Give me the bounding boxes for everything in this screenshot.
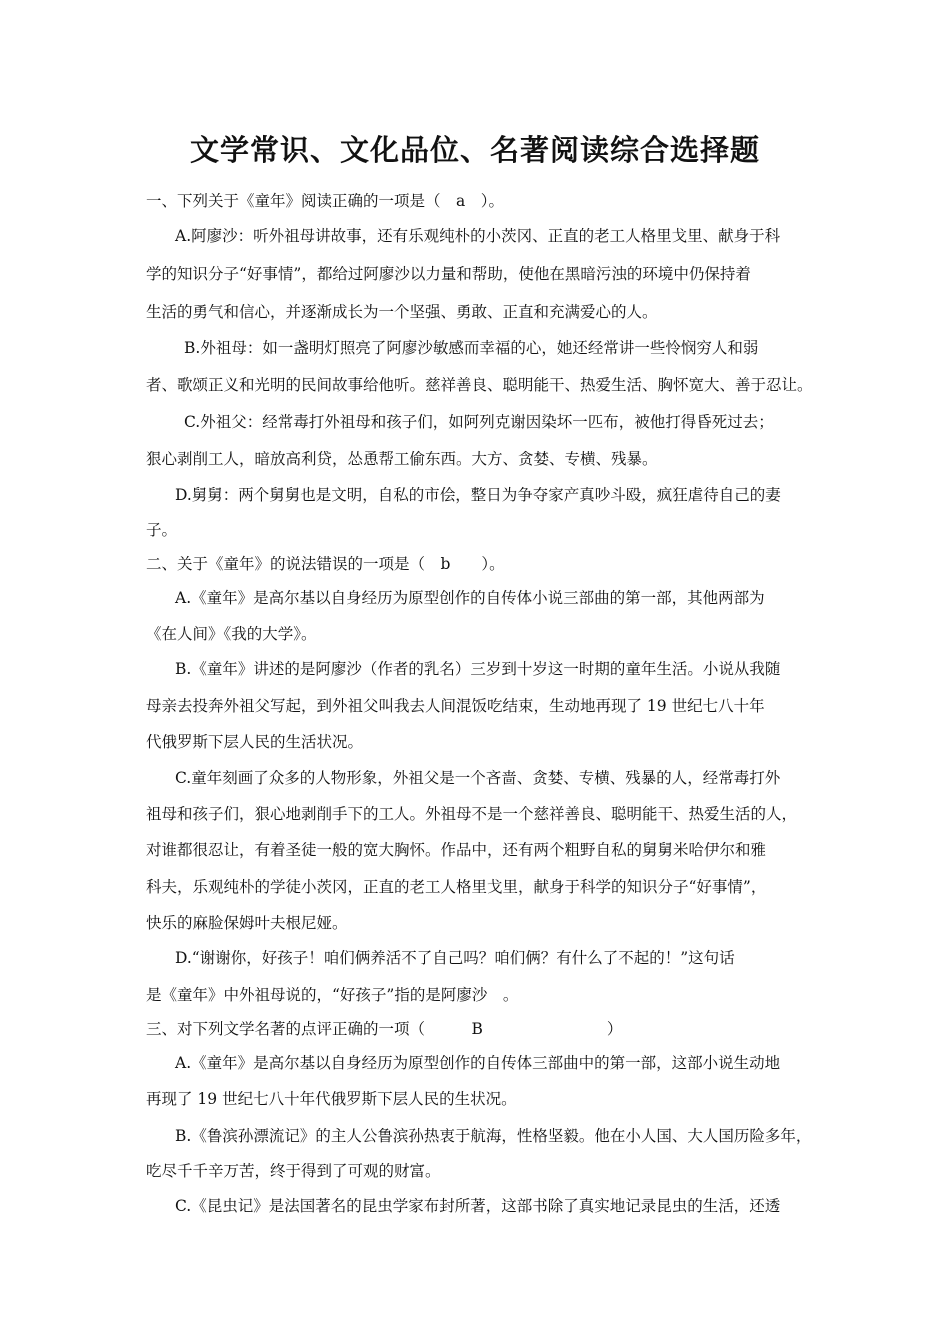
question-2-option-c: C.童年刻画了众多的人物形象，外祖父是一个吝啬、贪婪、专横、残暴的人，经常毒打外 [175,769,781,787]
question-1-option-d-cont: 子。 [146,521,178,539]
question-2-option-a-cont: 《在人间》《我的大学》。 [146,625,317,643]
question-1-stem: 一、下列关于《童年》阅读正确的一项是（ a ）。 [146,192,504,210]
question-2-option-c-cont: 科夫，乐观纯朴的学徒小茨冈，正直的老工人格里戈里，献身于科学的知识分子“好事情”， [146,878,767,896]
question-3-option-b-cont: 吃尽千千辛万苦，终于得到了可观的财富。 [146,1162,441,1180]
question-2-option-c-cont: 快乐的麻脸保姆叶夫根尼娅。 [146,914,348,932]
page-title: 文学常识、文化品位、名著阅读综合选择题 [189,133,760,167]
question-2-option-a: A.《童年》是高尔基以自身经历为原型创作的自传体小说三部曲的第一部，其他两部为 [175,589,765,607]
question-3-stem: 三、对下列文学名著的点评正确的一项（ B ） [146,1020,623,1038]
question-1-option-a-cont: 生活的勇气和信心，并逐渐成长为一个坚强、勇敢、正直和充满爱心的人。 [146,303,658,321]
question-1-option-b-cont: 者、歌颂正义和光明的民间故事给他听。慈祥善良、聪明能干、热爱生活、胸怀宽大、善于忍让。 [146,376,813,394]
question-2-option-b-cont: 母亲去投奔外祖父写起，到外祖父叫我去人间混饭吃结束，生动地再现了 19 世纪七八十年 [146,697,765,715]
question-1-option-c: C.外祖父：经常毒打外祖母和孩子们，如阿列克谢因染坏一匹布，被他打得昏死过去； [184,413,774,431]
question-3-option-b: B.《鲁滨孙漂流记》的主人公鲁滨孙热衷于航海，性格坚毅。他在小人国、大人国历险多年， [175,1127,812,1145]
question-2-option-b: B.《童年》讲述的是阿廖沙（作者的乳名）三岁到十岁这一时期的童年生活。小说从我随 [175,660,781,678]
question-3-option-c: C.《昆虫记》是法国著名的昆虫学家布封所著，这部书除了真实地记录昆虫的生活，还透 [175,1197,781,1215]
question-1-option-b: B.外祖母：如一盏明灯照亮了阿廖沙敏感而幸福的心，她还经常讲一些怜悯穷人和弱 [184,339,759,357]
question-3-option-a-cont: 再现了 19 世纪七八十年代俄罗斯下层人民的生状况。 [146,1090,517,1108]
question-2-option-b-cont: 代俄罗斯下层人民的生活状况。 [146,733,364,751]
question-2-option-c-cont: 祖母和孩子们，狠心地剥削手下的工人。外祖母不是一个慈祥善良、聪明能干、热爱生活的人， [146,805,798,823]
question-2-option-c-cont: 对谁都很忍让，有着圣徒一般的宽大胸怀。作品中，还有两个粗野自私的舅舅米哈伊尔和雅 [146,841,767,859]
question-2-option-d-cont: 是《童年》中外祖母说的，“好孩子”指的是阿廖沙 。 [146,986,519,1004]
question-1-option-d: D.舅舅：两个舅舅也是文明，自私的市侩，整日为争夺家产真吵斗殴，疯狂虐待自己的妻 [175,486,781,504]
question-3-option-a: A.《童年》是高尔基以自身经历为原型创作的自传体三部曲中的第一部，这部小说生动地 [175,1054,781,1072]
question-1-option-a-cont: 学的知识分子“好事情”，都给过阿廖沙以力量和帮助，使他在黑暗污浊的环境中仍保持着 [146,265,751,283]
question-1-option-c-cont: 狠心剥削工人，暗放高利贷，怂恿帮工偷东西。大方、贪婪、专横、残暴。 [146,450,658,468]
question-2-option-d: D.“谢谢你，好孩子！咱们俩养活不了自己吗？咱们俩？有什么了不起的！”这句话 [175,949,735,967]
question-2-stem: 二、关于《童年》的说法错误的一项是（ b ）。 [146,555,505,573]
question-1-option-a: A.阿廖沙：听外祖母讲故事，还有乐观纯朴的小茨冈、正直的老工人格里戈里、献身于科 [175,227,781,245]
